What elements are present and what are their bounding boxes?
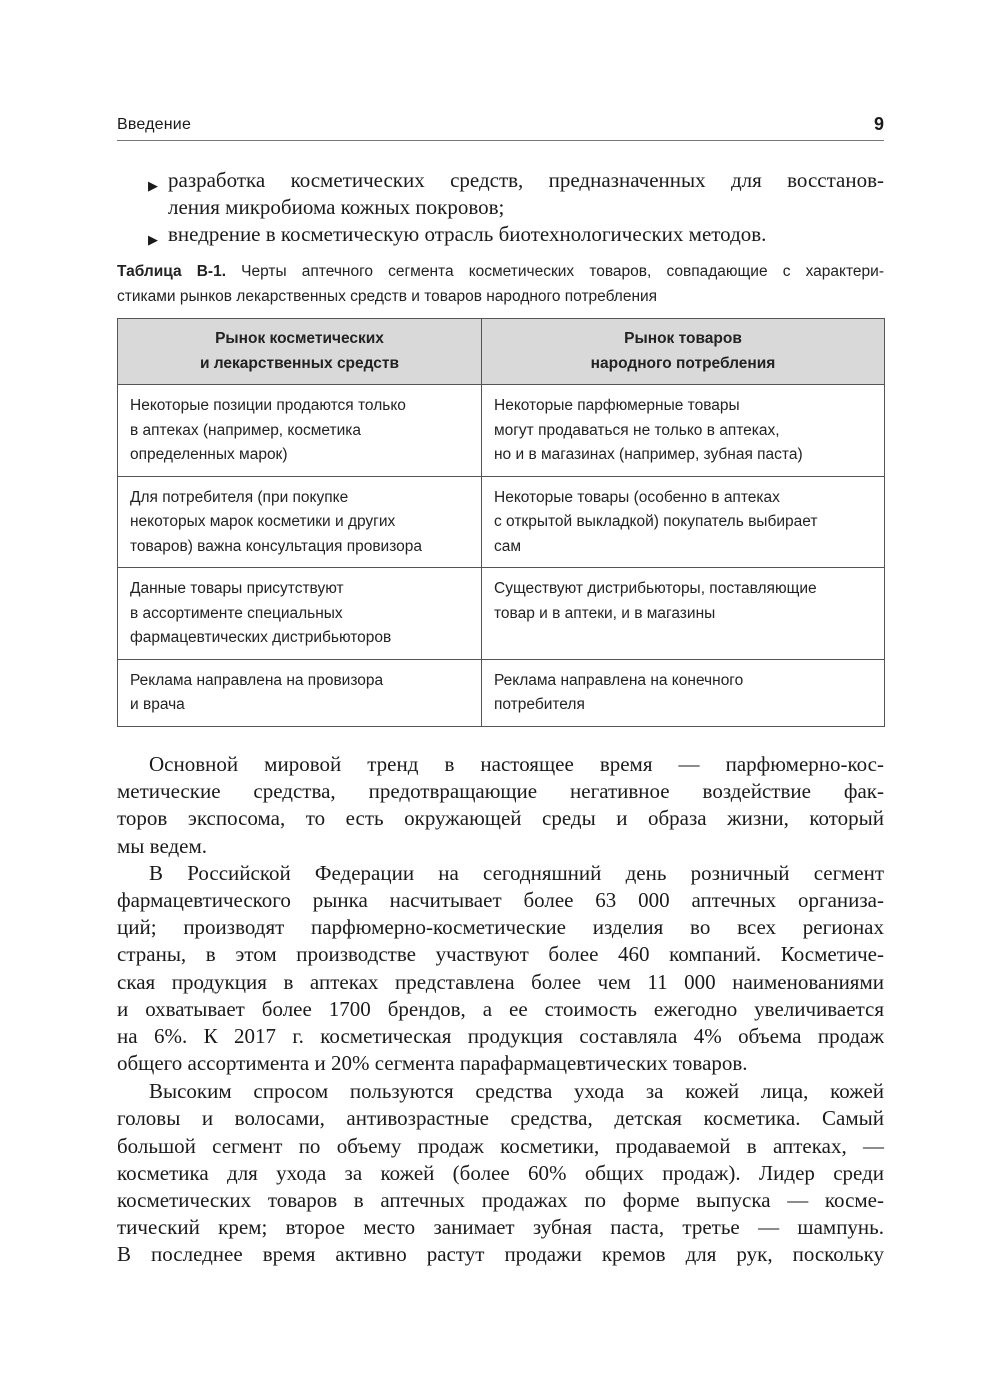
cell-text-line: Некоторые товары (особенно в аптеках — [494, 488, 780, 506]
text-line: В Российской Федерации на сегодняшний день розничный сегмент — [149, 860, 884, 885]
cell-text-line: Существуют дистрибьюторы, поставляющие — [494, 580, 817, 597]
table-caption — [117, 259, 884, 309]
text-line: страны, в этом производстве участвуют более 460 компаний. Косметиче- — [117, 942, 884, 967]
section-title: Введение — [117, 116, 192, 133]
table-cell — [482, 568, 885, 660]
table-header-row — [118, 319, 885, 385]
text-line: косметика для ухода за кожей (более 60% общих продаж). Лидер среди — [117, 1160, 884, 1185]
text-line: В последнее время активно растут продажи кремов для рук, поскольку — [117, 1242, 884, 1267]
cell-text-line: в аптеках (например, косметика — [130, 421, 362, 439]
cell-text-line: некоторых марок косметики и других — [130, 513, 396, 530]
text-line: торов экспосома, то есть окружающей среды и образа жизни, который — [117, 806, 884, 831]
cell-text-line: товар и в аптеки, и в магазины — [494, 604, 716, 622]
text-line: и охватывает более 1700 брендов, а ее стоимость ежегодно увеличивается — [117, 996, 884, 1021]
cell-text-line: народного потребления — [590, 354, 776, 372]
table-cell — [118, 568, 482, 660]
table-row — [118, 476, 885, 568]
table-row — [118, 659, 885, 726]
body-text — [117, 751, 884, 1269]
cell-text-line: Некоторые позиции продаются только — [130, 397, 406, 414]
text-line: фармацевтического рынка насчитывает более 63 000 аптечных организа- — [117, 887, 884, 912]
table-cell — [118, 385, 482, 477]
text-line: на 6%. К 2017 г. косметическая продукция составляла 4% объема продаж — [117, 1023, 884, 1048]
text-line: мы ведем. — [117, 833, 208, 858]
cell-text-line: Для потребителя (при покупке — [130, 488, 349, 506]
table-cell — [482, 659, 885, 726]
cell-text-line: и врача — [130, 696, 185, 713]
page-number: 9 — [873, 114, 884, 134]
text-line: общего ассортимента и 20% сегмента парафармацевтических товаров. — [117, 1051, 748, 1076]
text-line: Высоким спросом пользуются средства ухода за кожей лица, кожей — [149, 1079, 884, 1104]
cell-text-line: Реклама направлена на провизора — [130, 671, 384, 689]
triangle-bullet-icon: ▶ — [148, 178, 158, 193]
text-line: метические средства, предотвращающие негативное воздействие фак- — [117, 779, 884, 804]
cell-text-line: с открытой выкладкой) покупатель выбирает — [494, 513, 818, 530]
caption-label: Таблица В-1. — [117, 263, 227, 280]
paragraph — [117, 860, 884, 1078]
cell-text-line: но и в магазинах (например, зубная паста) — [494, 446, 803, 463]
cell-text-line: и лекарственных средств — [199, 354, 400, 372]
cell-text-line: Реклама направлена на конечного — [494, 671, 744, 689]
cell-text-line: сам — [494, 537, 522, 555]
table-row — [118, 385, 885, 477]
bullet-item — [148, 221, 884, 248]
column-header — [118, 319, 482, 385]
table-row — [118, 568, 885, 660]
text-line: ций; производят парфюмерно-косметические изделия во всех регионах — [117, 915, 884, 940]
cell-text-line: потребителя — [494, 696, 585, 713]
cell-text-line: товаров) важна консультация провизора — [130, 537, 423, 555]
running-header — [117, 114, 884, 141]
paragraph — [117, 751, 884, 860]
bullet-line: разработка косметических средств, предназначенных для восстанов- — [168, 168, 884, 192]
text-line: ская продукция в аптеках представлена более чем 11 000 наименованиями — [117, 969, 884, 994]
table-cell — [482, 385, 885, 477]
bullet-line: ления микробиома кожных покровов; — [168, 195, 505, 219]
paragraph — [117, 1078, 884, 1268]
text-line: тический крем; второе место занимает зубная паста, третье — шампунь. — [117, 1215, 884, 1240]
cell-text-line: Некоторые парфюмерные товары — [494, 397, 740, 414]
bullet-line: внедрение в косметическую отрасль биотехнологических методов. — [168, 222, 767, 246]
table-cell — [118, 476, 482, 568]
cell-text-line: Рынок товаров — [624, 330, 742, 347]
text-line: Основной мировой тренд в настоящее время — парфюмерно-кос- — [149, 752, 884, 776]
cell-text-line: могут продаваться не только в аптеках, — [494, 421, 780, 439]
text-line: головы и волосами, антивозрастные средства, детская косметика. Самый — [117, 1106, 884, 1131]
cell-text-line: фармацевтических дистрибьюторов — [130, 629, 392, 646]
comparison-table — [117, 318, 885, 727]
cell-text-line: Рынок косметических — [215, 330, 384, 347]
cell-text-line: Данные товары присутствуют — [130, 580, 344, 597]
column-header — [482, 319, 885, 385]
table-cell — [118, 659, 482, 726]
text-line: большой сегмент по объему продаж косметики, продаваемой в аптеках, — — [117, 1133, 884, 1158]
text-line: косметических товаров в аптечных продажах по форме выпуска — косме- — [117, 1188, 884, 1212]
table-cell — [482, 476, 885, 568]
cell-text-line: определенных марок) — [130, 446, 288, 463]
caption-line: стиками рынков лекарственных средств и товаров народного потребления — [117, 288, 658, 305]
cell-text-line: в ассортименте специальных — [130, 604, 343, 622]
caption-line: Черты аптечного сегмента косметических товаров, совпадающие с характери- — [226, 263, 884, 280]
triangle-bullet-icon: ▶ — [148, 232, 158, 247]
bullet-item — [148, 167, 884, 221]
